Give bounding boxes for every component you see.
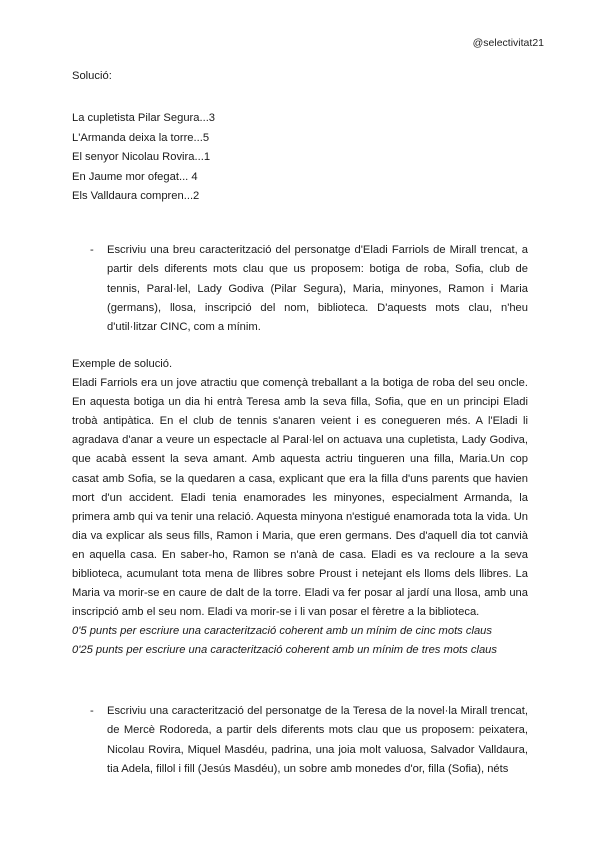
example-solution bbox=[72, 355, 528, 661]
answer-item: La cupletista Pilar Segura...3 bbox=[72, 112, 216, 124]
answer-item: En Jaume mor ofegat... 4 bbox=[72, 170, 198, 183]
solution-title: Solució: bbox=[72, 70, 112, 82]
answer-item: L'Armanda deixa la torre...5 bbox=[72, 131, 210, 144]
answer-item: El senyor Nicolau Rovira...1 bbox=[72, 151, 211, 163]
bullet-dash: - bbox=[90, 705, 94, 717]
question-1-text: Escriviu una breu caracterització del personatge d'Eladi Farriols de Mirall trencat, a partir dels diferents mots clau que us proposem: botiga de roba, Sofia, club de tennis, Paral·lel, Lady Godiva (Pilar Segura), Maria, minyones, Ramon i Maria (germans), llosa, inscripció del nom, biblioteca. D'aquests mots clau, n'heu d'util·litzar CINC, com a mínim. bbox=[107, 244, 528, 334]
scoring-line: 0'25 punts per escriure una caracterització coherent amb un mínim de tres mots claus bbox=[72, 644, 497, 657]
scoring-line: 0'5 punts per escriure una caracterització coherent amb un mínim de cinc mots claus bbox=[72, 625, 493, 638]
example-body: Eladi Farriols era un jove atractiu que començà treballant a la botiga de roba del seu oncle. En aquesta botiga un dia hi entrà Teresa amb la seva filla, Sofia, que en un principi Eladi trobà antipàtica. En el club de tennis s'anaren veient i es conegueren més. A l'Eladi li agradava d'anar a veure un espectacle al Paral·lel on actuava una cupletista, Lady Godiva, que acabà essent la seva amant. Amb aquesta actriu tingueren una filla, Maria.Un cop casat amb Sofia, se la quedaren a casa, explicant que era la filla d'uns parents que havien mort d'un accident. Eladi tenia enamorades les minyones, especialment Armanda, la primera amb qui va tenir una relació. Aquesta minyona n'estigué enamorada tota la vida. Un dia va explicar als seus fills, Ramon i Maria, que eren germans. Des d'aquell dia tot canvià en aquella casa. En saber-ho, Ramon se n'anà de casa. Eladi es va recloure a la seva biblioteca, acumulant tota mena de llibres sobre Proust i netejant els lloms dels llibres. La Maria va morir-se en caure de dalt de la torre. Eladi va fer posar al jardí una llosa, amb una inscripció amb el seu nom. Eladi va morir-se i li van posar el fèretre a la biblioteca. bbox=[72, 377, 528, 619]
question-2 bbox=[90, 702, 528, 779]
question-1 bbox=[90, 241, 528, 337]
bullet-dash: - bbox=[90, 244, 94, 256]
example-heading: Exemple de solució. bbox=[72, 358, 173, 370]
answer-item: Els Valldaura compren...2 bbox=[72, 190, 200, 202]
question-2-text: Escriviu una caracterització del personatge de la Teresa de la novel·la Mirall trencat, de Mercè Rodoreda, a partir dels diferents mots clau que us proposem: peixatera, Nicolau Rovira, Miquel Masdéu, padrina, una joia molt valuosa, Salvador Valldaura, tia Adela, fillol i fill (Jesús Masdéu), un sobre amb monedes d'or, filla (Sofia), néts bbox=[107, 705, 528, 775]
answer-list bbox=[72, 109, 215, 207]
header-handle: @selectivitat21 bbox=[472, 37, 544, 49]
